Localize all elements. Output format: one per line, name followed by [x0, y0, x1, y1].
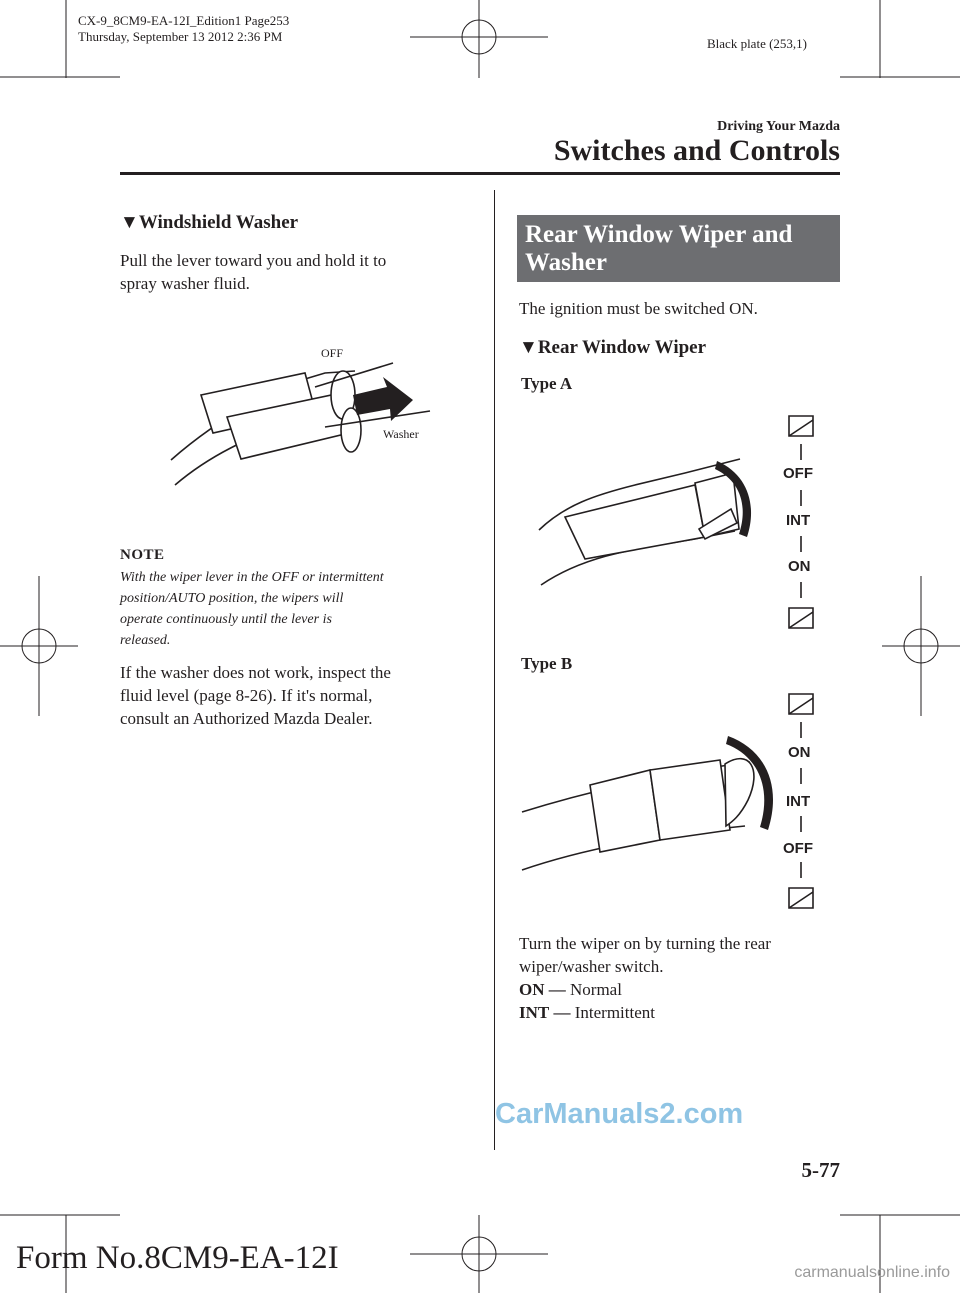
column-divider	[494, 190, 495, 1150]
definition-int	[519, 1001, 771, 1024]
washer-intro	[120, 249, 386, 295]
rear-wiper-banner	[517, 215, 840, 282]
heading-text: Windshield Washer	[138, 212, 299, 233]
para-line: consult an Authorized Mazda Dealer.	[120, 709, 373, 728]
type-a-pos-3: ON	[788, 558, 811, 575]
para-line: fluid level (page 8-26). If it's normal,	[120, 686, 373, 705]
banner-line: Rear Window Wiper and	[525, 221, 793, 248]
definition-dash: —	[553, 1003, 571, 1022]
heading-marker-icon: ▼	[120, 212, 139, 233]
type-a-pos-2: INT	[786, 512, 811, 529]
definition-term: ON	[519, 980, 545, 999]
note-line: operate continuously until the lever is	[120, 612, 332, 627]
form-number: Form No.8CM9-EA-12I	[16, 1240, 339, 1276]
ignition-text: The ignition must be switched ON.	[519, 299, 758, 318]
banner-line: Washer	[525, 249, 607, 276]
note-text	[120, 567, 384, 651]
type-b-label: Type B	[521, 654, 573, 673]
note-line: With the wiper lever in the OFF or intermittent	[120, 570, 384, 585]
black-plate-label: Black plate (253,1)	[707, 36, 807, 51]
note-line: released.	[120, 633, 171, 648]
washer-lever-illustration	[165, 355, 445, 495]
desc-line: Turn the wiper on by turning the rear	[519, 934, 771, 953]
intro-line: Pull the lever toward you and hold it to	[120, 251, 387, 270]
windshield-washer-heading	[120, 212, 298, 234]
definition-meaning: Intermittent	[574, 1003, 655, 1022]
section-title: Switches and Controls	[553, 134, 840, 167]
type-b-pos-3: OFF	[783, 840, 813, 857]
page-number: 5-77	[801, 1158, 840, 1182]
rear-wiper-description	[519, 932, 771, 1024]
washer-label: Washer	[383, 427, 419, 441]
desc-line: wiper/washer switch.	[519, 957, 664, 976]
print-header-line1: CX-9_8CM9-EA-12I_Edition1 Page253	[78, 13, 290, 28]
type-a-label: Type A	[521, 374, 573, 393]
note-title: NOTE	[120, 547, 165, 563]
type-b-pos-1: ON	[788, 744, 811, 761]
chapter-title: Driving Your Mazda	[717, 119, 840, 134]
type-a-pos-1: OFF	[783, 465, 813, 482]
heading-marker-icon: ▼	[519, 337, 538, 358]
header-rule	[120, 172, 840, 175]
print-header-line2: Thursday, September 13 2012 2:36 PM	[78, 29, 283, 44]
type-b-lever-illustration	[520, 730, 785, 880]
para-line: If the washer does not work, inspect the	[120, 663, 391, 682]
definition-meaning: Normal	[570, 980, 622, 999]
definition-on	[519, 978, 771, 1001]
washer-paragraph	[120, 661, 391, 730]
definition-term: INT	[519, 1003, 550, 1022]
footer-site-link[interactable]: carmanualsonline.info	[794, 1264, 950, 1281]
watermark-link[interactable]: CarManuals2.com	[495, 1098, 744, 1130]
definition-dash: —	[548, 980, 566, 999]
print-header	[78, 13, 289, 45]
type-b-pos-2: INT	[786, 793, 811, 810]
note-line: position/AUTO position, the wipers will	[120, 591, 344, 606]
off-label: OFF	[321, 346, 344, 360]
rear-window-wiper-heading	[519, 337, 706, 359]
type-a-lever-illustration	[535, 445, 765, 595]
intro-line: spray washer fluid.	[120, 274, 250, 293]
heading-text: Rear Window Wiper	[537, 337, 707, 358]
